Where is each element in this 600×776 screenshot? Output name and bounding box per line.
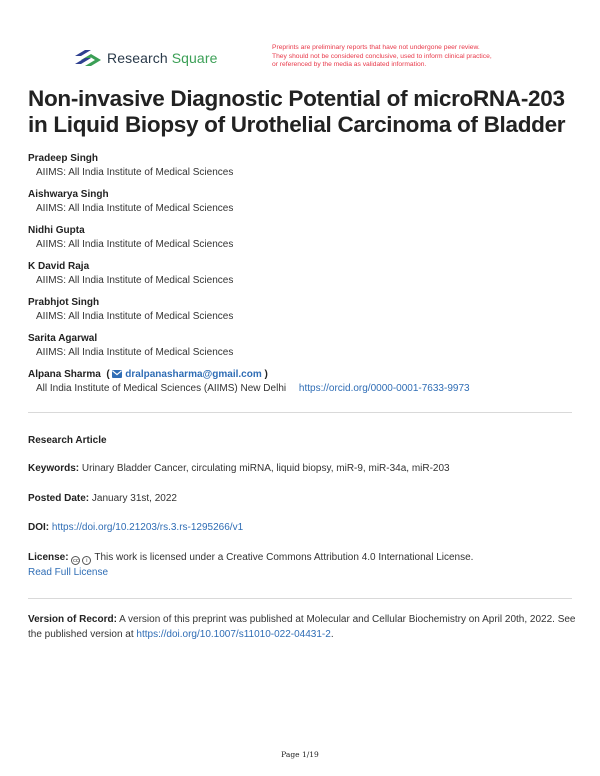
author-entry	[28, 188, 578, 224]
doi-row	[28, 520, 580, 535]
author-name: K David Raja	[28, 261, 90, 272]
paper-title	[28, 86, 578, 137]
notice-line: They should not be considered conclusive, used to inform clinical practice,	[272, 52, 492, 60]
author-list	[28, 152, 578, 404]
divider	[28, 412, 572, 413]
logo-word-research: Research	[107, 50, 168, 66]
author-entry	[28, 260, 578, 296]
license-label: License:	[28, 552, 69, 563]
version-of-record-text: A version of this preprint was published at Molecular and Cellular Biochemistry on April 20th, 2022. See the published version at	[28, 614, 576, 640]
orcid-link[interactable]: https://orcid.org/0000-0001-7633-9973	[298, 383, 470, 394]
title-line-2: in Liquid Biopsy of Urothelial Carcinoma of Bladder	[28, 111, 566, 137]
license-row	[28, 550, 580, 580]
author-entry	[28, 224, 578, 260]
article-type	[28, 433, 580, 448]
author-name: Nidhi Gupta	[28, 225, 85, 236]
author-affiliation: AIIMS: All India Institute of Medical Sciences	[36, 311, 234, 322]
research-square-logo-icon	[75, 48, 101, 68]
author-name: Aishwarya Singh	[28, 189, 109, 200]
doi-label: DOI:	[28, 522, 50, 533]
envelope-icon	[112, 370, 122, 378]
corresponding-author	[28, 368, 578, 404]
author-affiliation: AIIMS: All India Institute of Medical Sciences	[36, 239, 234, 250]
posted-date-row	[28, 491, 580, 506]
author-affiliation: AIIMS: All India Institute of Medical Sciences	[36, 203, 234, 214]
title-line-1: Non-invasive Diagnostic Potential of microRNA-203	[28, 86, 565, 111]
author-affiliation: AIIMS: All India Institute of Medical Sciences	[36, 167, 234, 178]
author-affiliation	[28, 382, 578, 395]
page-number: Page 1/19	[281, 750, 319, 759]
keywords-row	[28, 461, 580, 476]
header	[0, 0, 600, 80]
research-square-logo[interactable]	[75, 48, 217, 68]
notice-line: Preprints are preliminary reports that have not undergone peer review.	[272, 44, 480, 51]
author-affiliation: AIIMS: All India Institute of Medical Sciences	[36, 275, 234, 286]
published-version-link[interactable]: https://doi.org/10.1007/s11010-022-04431-2	[136, 629, 331, 640]
posted-date-label: Posted Date:	[28, 493, 90, 504]
notice-line: or referenced by the media as validated information.	[272, 61, 427, 69]
article-type-label: Research Article	[28, 435, 107, 446]
doi-link[interactable]: https://doi.org/10.21203/rs.3.rs-1295266/v1	[51, 522, 244, 533]
keywords-value: Urinary Bladder Cancer, circulating miRNA, liquid biopsy, miR-9, miR-34a, miR-203	[81, 463, 450, 474]
creative-commons-icon: cc i	[71, 556, 91, 565]
author-email-link[interactable]: dralpanasharma@gmail.com	[125, 369, 262, 380]
posted-date-value: January 31st, 2022	[91, 493, 177, 504]
logo-word-square: Square	[171, 50, 218, 66]
logo-text	[107, 50, 217, 66]
read-full-license-link[interactable]: Read Full License	[28, 567, 109, 578]
author-name: Sarita Agarwal	[28, 333, 98, 344]
affiliation-text: All India Institute of Medical Sciences (AIIMS) New Delhi	[36, 383, 287, 394]
author-name: Pradeep Singh	[28, 153, 99, 164]
author-affiliation: AIIMS: All India Institute of Medical Sciences	[36, 347, 234, 358]
corresponding-author-name-line: Alpana Sharma ( dralpanasharma@gmail.com )	[28, 369, 268, 380]
license-text: This work is licensed under a Creative Commons Attribution 4.0 International License.	[94, 552, 474, 563]
version-of-record	[28, 612, 580, 642]
version-of-record-tail: .	[330, 629, 334, 640]
preprint-notice	[272, 44, 542, 70]
author-entry	[28, 152, 578, 188]
author-entry	[28, 296, 578, 332]
keywords-label: Keywords:	[28, 463, 80, 474]
version-of-record-label: Version of Record:	[28, 614, 117, 625]
author-name: Prabhjot Singh	[28, 297, 100, 308]
author-name: Alpana Sharma	[28, 369, 101, 380]
author-entry	[28, 332, 578, 368]
divider	[28, 598, 572, 599]
